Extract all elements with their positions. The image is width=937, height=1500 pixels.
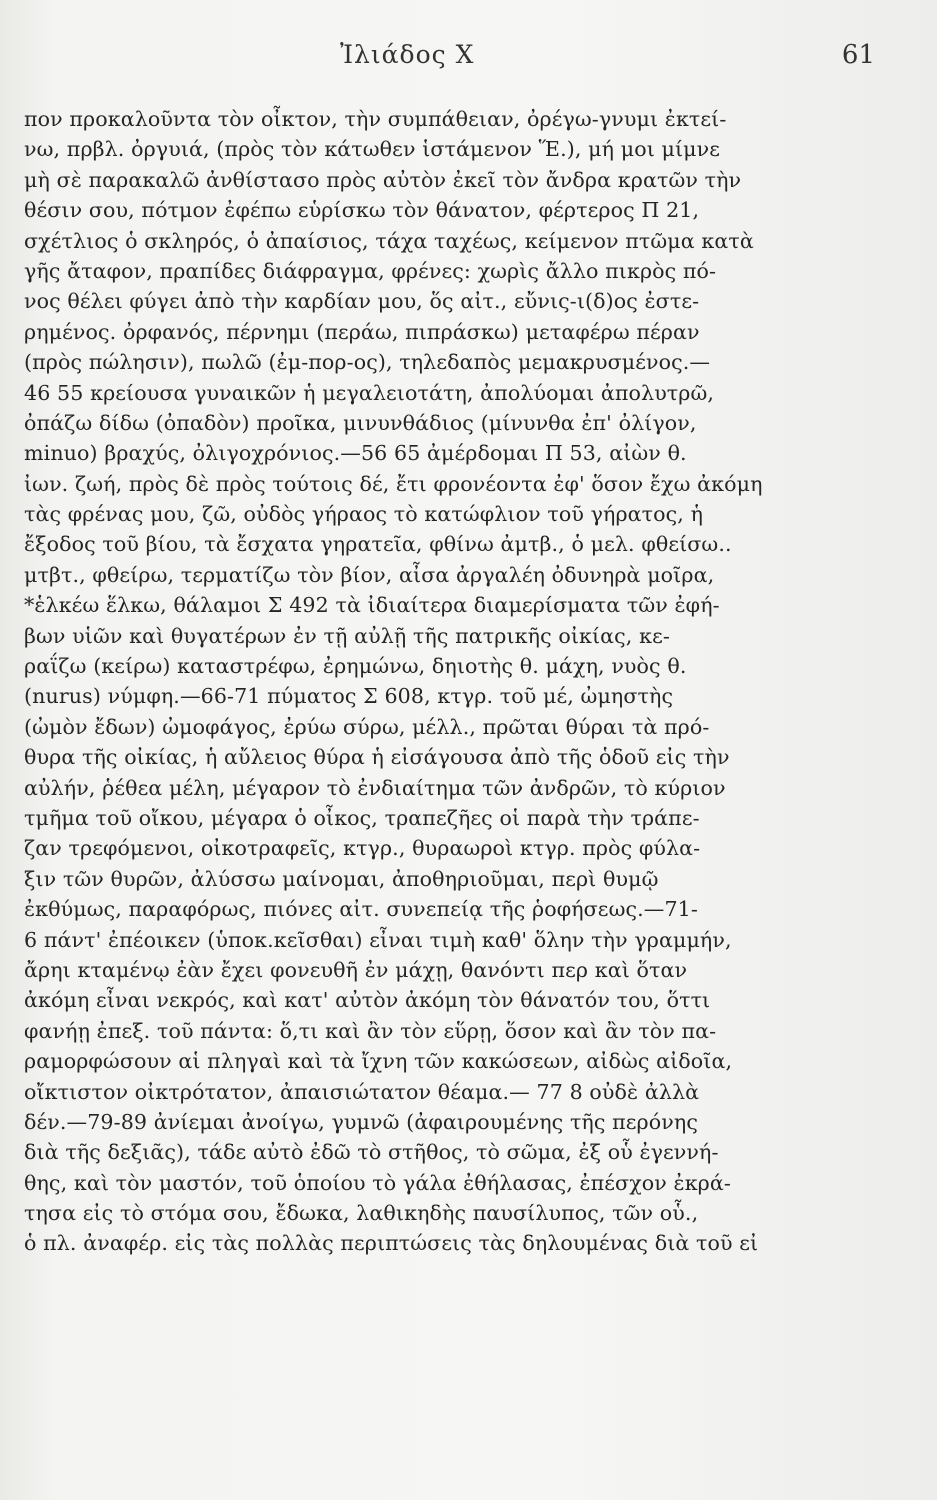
text-line: νος θέλει φύγει ἀπὸ τὴν καρδίαν μου, ὅς αἰτ., εὔνις-ι(δ)ος ἐστε- <box>24 289 700 314</box>
text-line: minuo) βραχύς, ὀλιγοχρόνιος.—56 65 ἀμέρδομαι Π 53, αἰὼν θ. <box>24 441 687 466</box>
text-line: *ἑλκέω ἕλκω, θάλαμοι Σ 492 τὰ ἰδιαίτερα διαμερίσματα τῶν ἐφή- <box>24 593 720 618</box>
text-line: ὁ πλ. ἀναφέρ. εἰς τὰς πολλὰς περιπτώσεις τὰς δηλουμένας διὰ τοῦ εἰ <box>24 1231 759 1256</box>
text-line: 6 πάντ' ἐπέοικεν (ὑποκ.κεῖσθαι) εἶναι τιμὴ καθ' ὅλην τὴν γραμμήν, <box>24 927 732 952</box>
text-line: διὰ τῆς δεξιᾶς), τάδε αὐτὸ ἐδῶ τὸ στῆθος, τὸ σῶμα, ἐξ οὗ ἐγεννή- <box>24 1140 719 1165</box>
text-line: ἀκόμη εἶναι νεκρός, καὶ κατ' αὐτὸν ἀκόμη τὸν θάνατόν του, ὅττι <box>24 988 711 1013</box>
text-line: νω, πρβλ. ὀργυιά, (πρὸς τὸν κάτωθεν ἱστάμενον Ἕ.), μή μοι μίμνε <box>24 137 721 162</box>
text-line: ἐκθύμως, παραφόρως, πιόνες αἰτ. συνεπείᾳ τῆς ῥοφήσεως.—71- <box>24 897 698 922</box>
running-title: Ἰλιάδος Χ <box>340 40 475 69</box>
text-line: ἰων. ζωή, πρὸς δὲ πρὸς τούτοις δέ, ἔτι φρονέοντα ἐφ' ὅσον ἔχω ἀκόμη <box>24 471 763 496</box>
text-line: τησα εἰς τὸ στόμα σου, ἔδωκα, λαθικηδὴς παυσίλυπος, τῶν οὗ., <box>24 1201 699 1226</box>
text-line: τμῆμα τοῦ οἴκου, μέγαρα ὁ οἶκος, τραπεζῆες οἱ παρὰ τὴν τράπε- <box>24 805 700 830</box>
text-line: φανήῃ ἐπεξ. τοῦ πάντα: ὅ,τι καὶ ἂν τὸν εὕρῃ, ὅσον καὶ ἂν τὸν πα- <box>24 1018 717 1043</box>
text-line: δέν.—79-89 ἀνίεμαι ἀνοίγω, γυμνῶ (ἀφαιρουμένης τῆς περόνης <box>24 1109 698 1134</box>
text-line: βων υἱῶν καὶ θυγατέρων ἐν τῇ αὐλῇ τῆς πατρικῆς οἰκίας, κε- <box>24 623 670 648</box>
text-line: (ὠμὸν ἔδων) ὠμοφάγος, ἐρύω σύρω, μέλλ., πρῶται θύραι τὰ πρό- <box>24 714 710 739</box>
text-line: ραΐζω (κείρω) καταστρέφω, ἐρημώνω, δηιοτὴς θ. μάχη, νυὸς θ. <box>24 654 687 679</box>
page-header <box>0 38 937 78</box>
text-line: πον προκαλοῦντα τὸν οἶκτον, τὴν συμπάθειαν, ὀρέγω-γνυμι ἐκτεί- <box>24 107 727 131</box>
page-number: 61 <box>841 40 875 70</box>
text-line: ὀπάζω δίδω (ὀπαδὸν) προῖκα, μινυνθάδιος (μίνυνθα ἐπ' ὀλίγον, <box>24 410 697 435</box>
text-line: γῆς ἄταφον, πραπίδες διάφραγμα, φρένες: χωρὶς ἄλλο πικρὸς πό- <box>24 258 717 283</box>
text-line: ζαν τρεφόμενοι, οἰκοτραφεῖς, κτγρ., θυραωροὶ κτγρ. πρὸς φύλα- <box>24 836 701 861</box>
text-line: σχέτλιος ὁ σκληρός, ὁ ἀπαίσιος, τάχα ταχέως, κείμενον πτῶμα κατὰ <box>24 228 754 253</box>
text-line: (nurus) νύμφη.—66-71 πύματος Σ 608, κτγρ. τοῦ μέ, ὠμηστὴς <box>24 684 674 709</box>
text-line: μτβτ., φθείρω, τερματίζω τὸν βίον, αἶσα ἀργαλέη ὀδυνηρὰ μοῖρα, <box>24 562 715 587</box>
text-line: θης, καὶ τὸν μαστόν, τοῦ ὁποίου τὸ γάλα ἐθήλασας, ἐπέσχον ἐκρά- <box>24 1170 731 1195</box>
text-line: ρημένος. ὀρφανός, πέρνημι (περάω, πιπράσκω) μεταφέρω πέραν <box>24 319 700 344</box>
text-line: οἴκτιστον οἰκτρότατον, ἀπαισιώτατον θέαμα.— 77 8 οὐδὲ ἀλλὰ <box>24 1079 700 1104</box>
text-line: ραμορφώσουν αἱ πληγαὶ καὶ τὰ ἴχνη τῶν κακώσεων, αἰδὼς αἰδοῖα, <box>24 1049 733 1074</box>
commentary-text <box>24 104 832 1259</box>
text-line: αὐλήν, ῥέθεα μέλη, μέγαρον τὸ ἐνδιαίτημα τῶν ἀνδρῶν, τὸ κύριον <box>24 775 726 800</box>
text-line: θυρα τῆς οἰκίας, ἡ αὔλειος θύρα ἡ εἰσάγουσα ἀπὸ τῆς ὁδοῦ εἰς τὴν <box>24 745 730 770</box>
text-line: θέσιν σου, πότμον ἐφέπω εὑρίσκω τὸν θάνατον, φέρτερος Π 21, <box>24 198 700 223</box>
text-line: (πρὸς πώλησιν), πωλῶ (ἐμ-πορ-ος), τηλεδαπὸς μεμακρυσμένος.— <box>24 350 711 375</box>
text-line: ξιν τῶν θυρῶν, ἀλύσσω μαίνομαι, ἀποθηριοῦμαι, περὶ θυμῷ <box>24 866 659 891</box>
text-line: 46 55 κρείουσα γυναικῶν ἡ μεγαλειοτάτη, ἀπολύομαι ἀπολυτρῶ, <box>24 380 715 405</box>
text-line: ἄρηι κταμένῳ ἐὰν ἔχει φονευθῆ ἐν μάχῃ, θανόντι περ καὶ ὅταν <box>24 957 688 982</box>
text-line: ἔξοδος τοῦ βίου, τὰ ἔσχατα γηρατεῖα, φθίνω ἀμτβ., ὁ μελ. φθείσω.. <box>24 532 732 557</box>
text-line: τὰς φρένας μου, ζῶ, οὐδὸς γήραος τὸ κατώφλιον τοῦ γήρατος, ἡ <box>24 502 704 527</box>
text-line: μὴ σὲ παρακαλῶ ἀνθίστασο πρὸς αὐτὸν ἐκεῖ τὸν ἄνδρα κρατῶν τὴν <box>24 167 742 192</box>
